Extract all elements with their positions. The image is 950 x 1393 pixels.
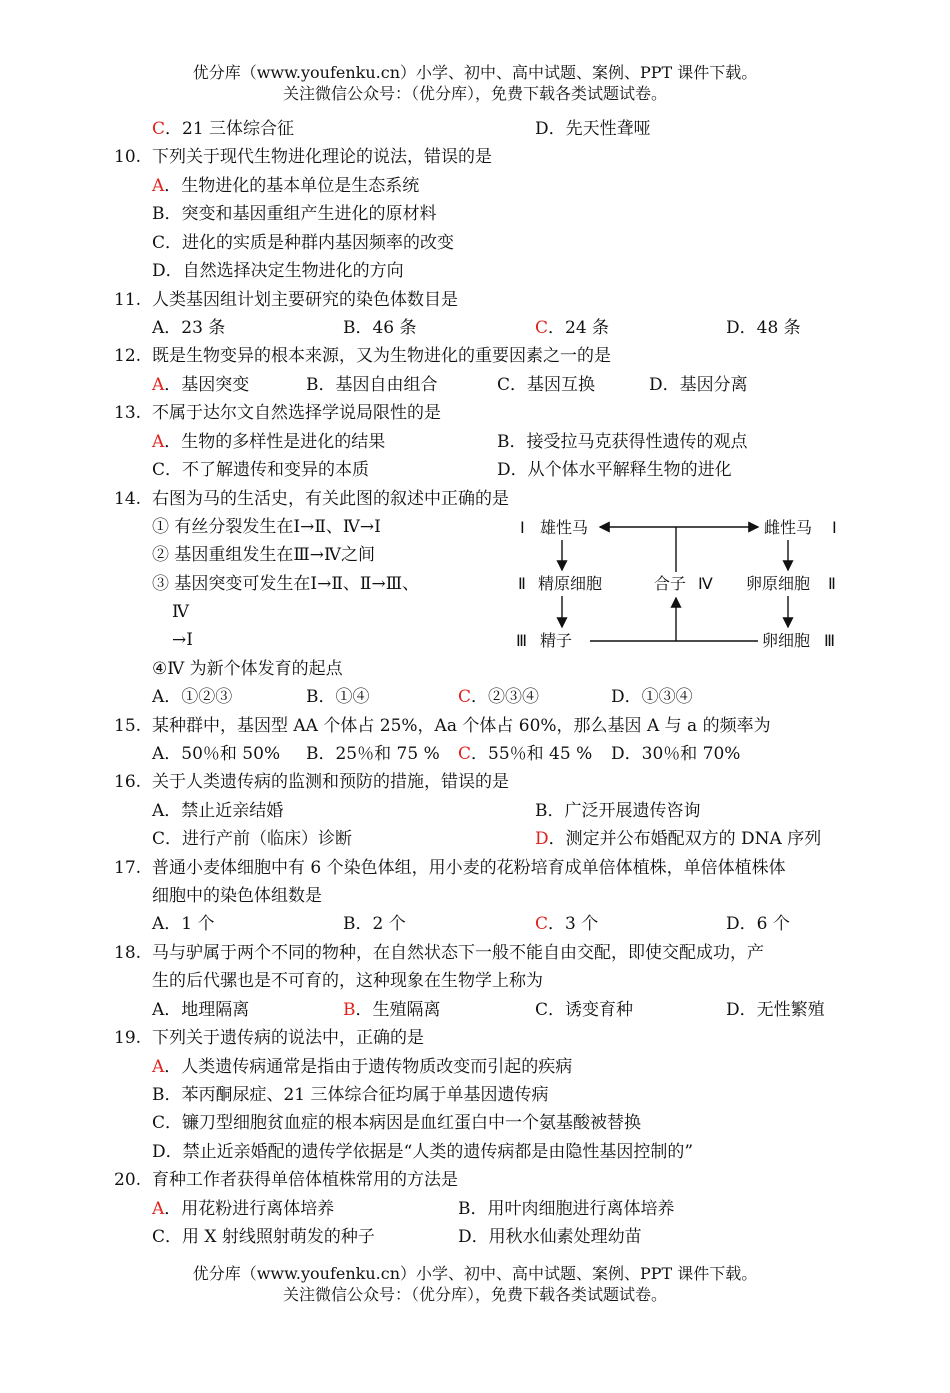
q20-number: 20. bbox=[114, 1170, 142, 1190]
q17-option-c-letter: C bbox=[535, 914, 549, 934]
footer-line-2: 关注微信公众号：（优分库），免费下载各类试题试卷。 bbox=[282, 1285, 667, 1304]
q17-option-c: C．3 个 bbox=[535, 914, 599, 934]
q15-option-a: A．50％和 50% bbox=[152, 744, 281, 764]
q15-option-d: D．30％和 70% bbox=[611, 744, 741, 764]
q10-number: 10. bbox=[114, 147, 142, 167]
q20-option-c: C．用 X 射线照射萌发的种子 bbox=[152, 1227, 375, 1247]
q13-stem: 不属于达尔文自然选择学说局限性的是 bbox=[152, 403, 441, 423]
q13-number: 13. bbox=[114, 403, 142, 423]
q20-option-d: D．用秋水仙素处理幼苗 bbox=[458, 1227, 642, 1247]
diagram-female-horse: 雌性马 bbox=[764, 518, 813, 537]
q13-option-d: D．从个体水平解释生物的进化 bbox=[497, 460, 732, 480]
q16-option-d: D．测定并公布婚配双方的 DNA 序列 bbox=[535, 829, 822, 849]
q12-option-d: D．基因分离 bbox=[649, 375, 748, 395]
q10-option-a: A．生物进化的基本单位是生态系统 bbox=[152, 176, 420, 196]
diagram-oocyte: 卵原细胞 bbox=[746, 574, 811, 593]
q14-option-b: B．①④ bbox=[306, 687, 370, 707]
diagram-spermatocyte: 精原细胞 bbox=[538, 574, 603, 593]
q12-option-c: C．基因互换 bbox=[497, 375, 596, 395]
q12-option-a: A．基因突变 bbox=[152, 375, 250, 395]
q18-option-b: B．生殖隔离 bbox=[343, 1000, 441, 1020]
q16-stem: 关于人类遗传病的监测和预防的措施，错误的是 bbox=[152, 772, 509, 792]
q12-number: 12. bbox=[114, 346, 142, 366]
q15-option-c: C．55％和 45 % bbox=[458, 744, 593, 764]
q14-statement-3-cont: Ⅳ bbox=[172, 602, 189, 622]
q11-stem: 人类基因组计划主要研究的染色体数目是 bbox=[152, 290, 458, 310]
q16-option-d-letter: D bbox=[535, 829, 549, 849]
q14-option-a: A．①②③ bbox=[152, 687, 233, 707]
q18-option-d: D．无性繁殖 bbox=[726, 1000, 825, 1020]
q20-stem: 育种工作者获得单倍体植株常用的方法是 bbox=[152, 1170, 458, 1190]
q10-option-b: B．突变和基因重组产生进化的原材料 bbox=[152, 204, 437, 224]
q12-option-b: B．基因自由组合 bbox=[306, 375, 438, 395]
diagram-egg: 卵细胞 bbox=[762, 631, 811, 650]
diagram-roman-i-left: Ⅰ bbox=[520, 518, 525, 537]
q11-option-d: D．48 条 bbox=[726, 318, 801, 338]
q9-option-d: D．先天性聋哑 bbox=[535, 119, 651, 139]
q14-stem: 右图为马的生活史，有关此图的叙述中正确的是 bbox=[152, 489, 509, 509]
q11-number: 11. bbox=[114, 290, 142, 310]
q19-option-d: D．禁止近亲婚配的遗传学依据是“人类的遗传病都是由隐性基因控制的” bbox=[152, 1142, 694, 1162]
q14-statement-4: ④Ⅳ 为新个体发育的起点 bbox=[152, 659, 343, 679]
q17-option-d: D．6 个 bbox=[726, 914, 790, 934]
q10-stem: 下列关于现代生物进化理论的说法，错误的是 bbox=[152, 147, 492, 167]
page-header bbox=[0, 62, 950, 104]
footer-line-1: 优分库（www.youfenku.cn）小学、初中、高中试题、案例、PPT 课件下载。 bbox=[192, 1264, 758, 1283]
diagram-roman-ii-left: Ⅱ bbox=[518, 574, 526, 593]
q19-option-b: B．苯丙酮尿症、21 三体综合征均属于单基因遗传病 bbox=[152, 1085, 549, 1105]
q10-option-a-letter: A bbox=[152, 176, 165, 196]
q18-option-c: C．诱变育种 bbox=[535, 1000, 634, 1020]
q17-option-b: B．2 个 bbox=[343, 914, 406, 934]
q10-option-d: D．自然选择决定生物进化的方向 bbox=[152, 261, 404, 281]
q18-stem-1: 马与驴属于两个不同的物种，在自然状态下一般不能自由交配，即使交配成功，产 bbox=[152, 943, 764, 963]
diagram-roman-i-right: Ⅰ bbox=[832, 518, 837, 537]
q16-option-c: C．进行产前（临床）诊断 bbox=[152, 829, 353, 849]
q20-option-a-letter: A bbox=[152, 1199, 165, 1219]
q19-number: 19. bbox=[114, 1028, 142, 1048]
q19-stem: 下列关于遗传病的说法中，正确的是 bbox=[152, 1028, 424, 1048]
header-line-1: 优分库（www.youfenku.cn）小学、初中、高中试题、案例、PPT 课件下载。 bbox=[192, 63, 758, 82]
q17-option-a: A．1 个 bbox=[152, 914, 215, 934]
q13-option-a: A．生物的多样性是进化的结果 bbox=[152, 432, 386, 452]
q19-option-a: A．人类遗传病通常是指由于遗传物质改变而引起的疾病 bbox=[152, 1057, 573, 1077]
q15-option-c-letter: C bbox=[458, 744, 472, 764]
q18-number: 18. bbox=[114, 943, 142, 963]
q13-option-a-letter: A bbox=[152, 432, 165, 452]
header-line-2: 关注微信公众号：（优分库），免费下载各类试题试卷。 bbox=[282, 84, 667, 103]
q12-stem: 既是生物变异的根本来源，又为生物进化的重要因素之一的是 bbox=[152, 346, 611, 366]
q14-statement-2: ② 基因重组发生在Ⅲ→Ⅳ之间 bbox=[152, 545, 376, 565]
q19-option-c: C．镰刀型细胞贫血症的根本病因是血红蛋白中一个氨基酸被替换 bbox=[152, 1113, 642, 1133]
q14-number: 14. bbox=[114, 489, 142, 509]
q9-option-c-letter: C bbox=[152, 119, 166, 139]
q20-option-a: A．用花粉进行离体培养 bbox=[152, 1199, 335, 1219]
q17-stem-1: 普通小麦体细胞中有 6 个染色体组，用小麦的花粉培育成单倍体植株，单倍体植株体 bbox=[152, 858, 786, 878]
diagram-zygote: 合子 bbox=[654, 574, 687, 593]
q11-option-a: A．23 条 bbox=[152, 318, 226, 338]
q13-option-c: C．不了解遗传和变异的本质 bbox=[152, 460, 370, 480]
q14-option-c-letter: C bbox=[458, 687, 472, 707]
q14-statement-3-cont2: →Ⅰ bbox=[172, 630, 193, 650]
q14-option-c: C．②③④ bbox=[458, 687, 540, 707]
q13-option-b: B．接受拉马克获得性遗传的观点 bbox=[497, 432, 748, 452]
q17-number: 17. bbox=[114, 858, 142, 878]
diagram-roman-iv: Ⅳ bbox=[698, 574, 713, 593]
q18-stem-2: 生的后代骡也是不可育的，这种现象在生物学上称为 bbox=[152, 971, 543, 991]
diagram-roman-iii-left: Ⅲ bbox=[516, 631, 528, 650]
q19-option-a-letter: A bbox=[152, 1057, 165, 1077]
q9-option-c: C．21 三体综合征 bbox=[152, 119, 295, 139]
q20-option-b: B．用叶肉细胞进行离体培养 bbox=[458, 1199, 675, 1219]
q11-option-b: B．46 条 bbox=[343, 318, 417, 338]
q14-statement-1: ① 有丝分裂发生在Ⅰ→Ⅱ、Ⅳ→Ⅰ bbox=[152, 517, 381, 537]
page-footer bbox=[0, 1263, 950, 1305]
diagram-sperm: 精子 bbox=[540, 631, 573, 650]
q18-option-b-letter: B bbox=[343, 1000, 356, 1020]
q15-number: 15. bbox=[114, 716, 142, 736]
horse-life-cycle-diagram bbox=[510, 510, 850, 660]
diagram-male-horse: 雄性马 bbox=[540, 518, 589, 537]
q12-option-a-letter: A bbox=[152, 375, 165, 395]
q16-option-b: B．广泛开展遗传咨询 bbox=[535, 801, 701, 821]
q15-stem: 某种群中，基因型 AA 个体占 25%，Aa 个体占 60%，那么基因 A 与 a 的频率为 bbox=[152, 716, 771, 736]
q10-option-c: C．进化的实质是种群内基因频率的改变 bbox=[152, 233, 455, 253]
q11-option-c-letter: C bbox=[535, 318, 549, 338]
q14-option-d: D．①③④ bbox=[611, 687, 693, 707]
q17-stem-2: 细胞中的染色体组数是 bbox=[152, 886, 322, 906]
q18-option-a: A．地理隔离 bbox=[152, 1000, 250, 1020]
q16-number: 16. bbox=[114, 772, 142, 792]
diagram-roman-ii-right: Ⅱ bbox=[828, 574, 836, 593]
q15-option-b: B．25％和 75 % bbox=[306, 744, 440, 764]
diagram-roman-iii-right: Ⅲ bbox=[824, 631, 836, 650]
q16-option-a: A．禁止近亲结婚 bbox=[152, 801, 284, 821]
q11-option-c: C．24 条 bbox=[535, 318, 610, 338]
q14-statement-3: ③ 基因突变可发生在Ⅰ→Ⅱ、Ⅱ→Ⅲ、 bbox=[152, 574, 420, 594]
